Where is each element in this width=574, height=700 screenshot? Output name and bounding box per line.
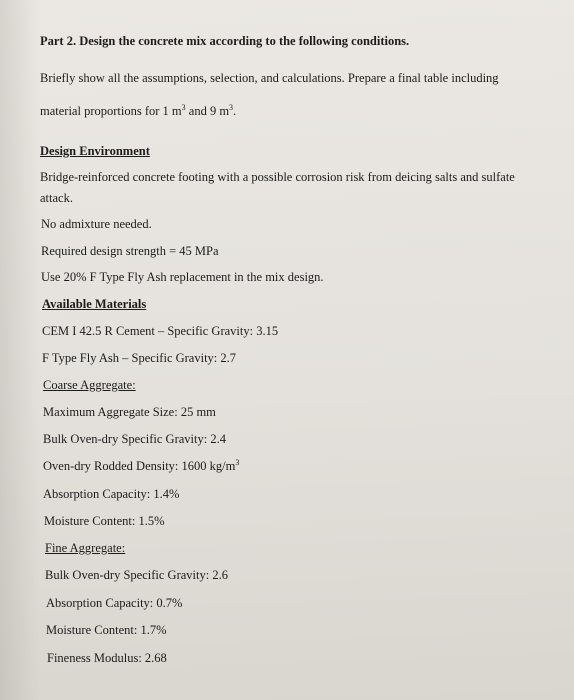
environment-line-1: Bridge-reinforced concrete footing with a possible corrosion risk from deicing salts and sulfate (40, 170, 515, 184)
rodded-density (43, 459, 239, 474)
fineness-modulus: Fineness Modulus: 2.68 (47, 651, 167, 665)
rodded-density-text: Oven-dry Rodded Density: 1600 kg/m (43, 459, 236, 473)
coarse-moisture: Moisture Content: 1.5% (44, 514, 165, 528)
superscript-3: 3 (235, 457, 240, 467)
page-shadow (0, 0, 40, 700)
instructions-line-1: Briefly show all the assumptions, selection, and calculations. Prepare a final table including (40, 71, 499, 85)
part-title: Part 2. Design the concrete mix according to the following conditions. (40, 34, 410, 48)
fly-ash-sg-line: F Type Fly Ash – Specific Gravity: 2.7 (42, 351, 237, 365)
fine-bulk-sg: Bulk Oven-dry Specific Gravity: 2.6 (45, 568, 228, 582)
instructions-line-2 (40, 104, 236, 119)
coarse-bulk-sg: Bulk Oven-dry Specific Gravity: 2.4 (43, 432, 226, 446)
fly-ash-line: Use 20% F Type Fly Ash replacement in the mix design. (41, 270, 324, 284)
fine-absorption: Absorption Capacity: 0.7% (46, 596, 183, 610)
environment-line-2: attack. (40, 191, 73, 205)
max-aggregate-size: Maximum Aggregate Size: 25 mm (43, 405, 216, 419)
instructions-line-2-b: and 9 m (185, 104, 230, 118)
instructions-line-2-a: material proportions for 1 m (40, 104, 182, 118)
superscript-3: 3 (181, 102, 186, 112)
instructions-line-2-c: . (233, 104, 237, 118)
coarse-absorption: Absorption Capacity: 1.4% (43, 487, 180, 501)
superscript-3: 3 (229, 102, 234, 112)
fine-aggregate-heading: Fine Aggregate: (45, 541, 126, 555)
coarse-aggregate-heading: Coarse Aggregate: (43, 378, 136, 392)
admixture-line: No admixture needed. (41, 217, 152, 231)
fine-moisture: Moisture Content: 1.7% (46, 623, 167, 637)
strength-line: Required design strength = 45 MPa (41, 244, 219, 258)
design-environment-heading: Design Environment (40, 144, 150, 158)
available-materials-heading: Available Materials (42, 297, 147, 311)
cement-line: CEM I 42.5 R Cement – Specific Gravity: 3.15 (42, 324, 279, 338)
